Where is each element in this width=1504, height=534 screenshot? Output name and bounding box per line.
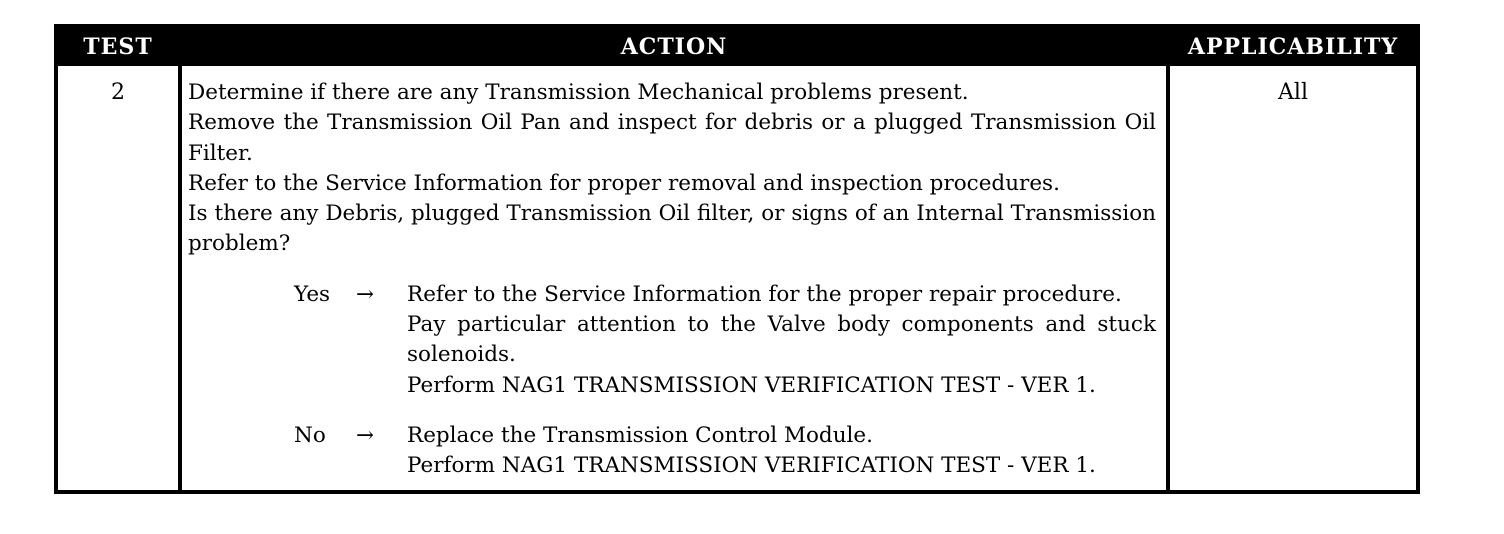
header-action: ACTION (620, 34, 728, 60)
action-cell (188, 78, 1156, 482)
action-line: Refer to the Service Information for proper removal and inspection procedures. (188, 170, 1060, 196)
yes-line: Refer to the Service Information for the proper repair procedure. (407, 281, 1122, 307)
yes-line: Perform NAG1 TRANSMISSION VERIFICATION TEST - VER 1. (407, 372, 1096, 398)
action-line: Is there any Debris, plugged Transmission Oil filter, or signs of an Internal Transmission problem? (188, 201, 1156, 257)
action-line: Remove the Transmission Oil Pan and inspect for debris or a plugged Transmission Oil Filter. (188, 110, 1156, 166)
yes-text (407, 280, 1156, 401)
arrow-right-icon: → (356, 281, 375, 307)
column-divider-left (178, 66, 182, 494)
yes-outcome (188, 280, 1156, 401)
no-label: No (294, 422, 326, 448)
no-line: Perform NAG1 TRANSMISSION VERIFICATION TEST - VER 1. (407, 453, 1096, 479)
no-line: Replace the Transmission Control Module. (407, 422, 873, 448)
applicability-value: All (1278, 80, 1308, 105)
arrow-right-icon: → (356, 422, 375, 448)
action-line: Determine if there are any Transmission Mechanical problems present. (188, 80, 969, 105)
test-number: 2 (111, 80, 125, 105)
no-outcome (188, 421, 1156, 482)
header-applicability: APPLICABILITY (1187, 34, 1399, 60)
yes-line: Pay particular attention to the Valve body components and stuck solenoids. (407, 312, 1156, 368)
header-test: TEST (83, 34, 153, 60)
diagnostic-test-table (54, 24, 1420, 494)
column-divider-right (1166, 66, 1170, 494)
yes-label: Yes (294, 281, 331, 307)
no-text (407, 421, 1156, 482)
table-header (58, 28, 1416, 66)
